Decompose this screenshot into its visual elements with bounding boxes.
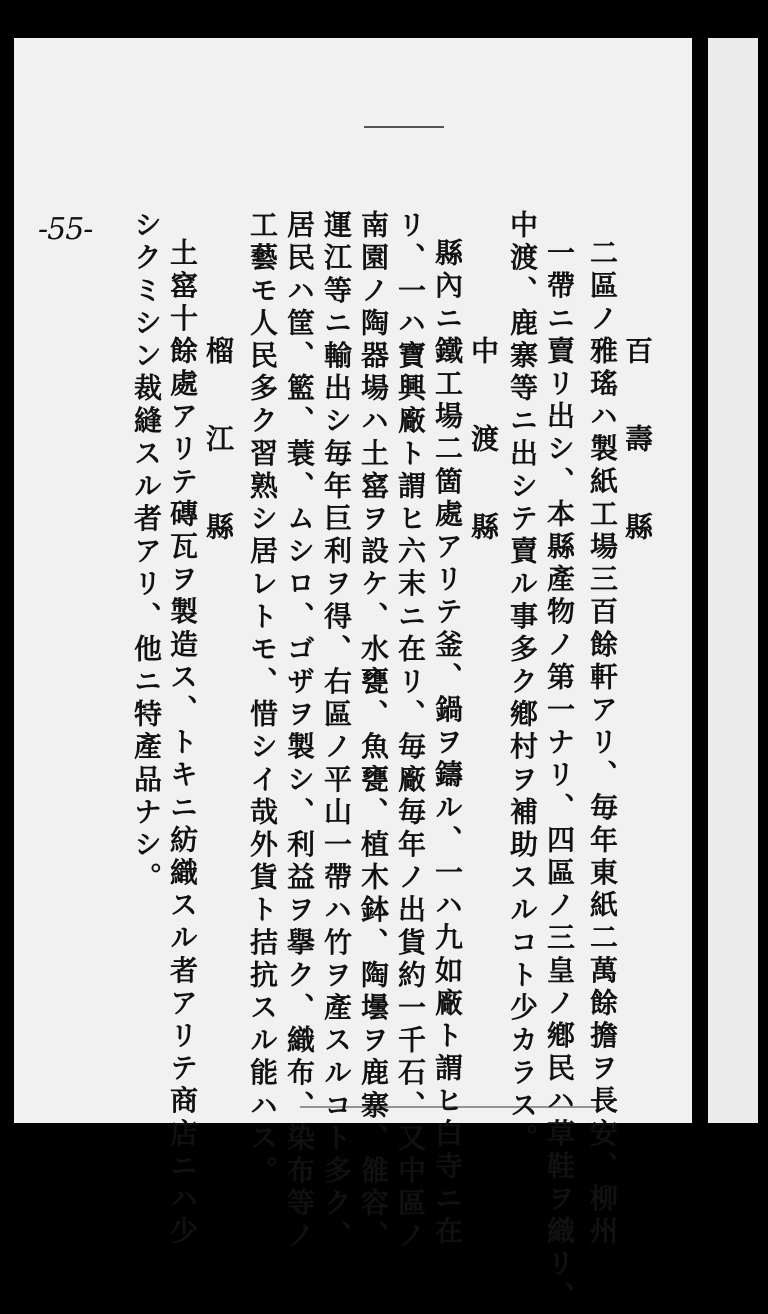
top-dotted-mark [364,126,444,128]
text-column: 中渡、鹿寨等ニ出シテ賣ル事多ク鄕村ヲ補助スルコト少カラス。 [506,210,539,1156]
text-column: リ、一ハ寶興廠ト謂ヒ六末ニ在リ、毎廠毎年ノ出貨約一千石、又中區ノ [394,210,427,1254]
text-column: 一帶ニ賣リ出シ、本縣產物ノ第一ナリ、四區ノ三皇ノ鄕民ハ草鞋ヲ織リ、 [543,238,576,1314]
text-column: 居民ハ筐、籃、蓑、ムシロ、ゴザヲ製シ、利益ヲ擧ク、織布、染布等ノ [283,210,316,1254]
text-column: 工藝モ人民多ク習熟シ居レトモ、惜シイ哉外貨ト拮抗スル能ハス。 [246,210,279,1188]
facing-page-edge [708,38,758,1123]
page-number: -55- [38,212,93,247]
text-column: 南園ノ陶器場ハ土窰ヲ設ケ、水甕、魚甕、植木鉢、陶壜ヲ鹿寨、雒容、 [357,210,390,1254]
section-heading: 榴 江 縣 [202,336,235,556]
text-column: 運江等ニ輸出シ毎年巨利ヲ得、右區ノ平山一帶ハ竹ヲ產スルコト多ク、 [320,210,353,1254]
section-heading: 中 渡 縣 [467,336,500,556]
text-column: 二區ノ雅瑤ハ製紙工場三百餘軒アリ、毎年東紙二萬餘擔ヲ長安、柳州 [586,238,619,1249]
section-heading: 百 壽 縣 [621,336,654,556]
text-column: 縣內ニ鐵工場二箇處アリテ釜、鍋ヲ鑄ル、一ハ九如廠ト謂ヒ白寺ニ在 [431,238,464,1249]
text-column: シクミシン裁縫スル者アリ、他ニ特產品ナシ。 [130,210,163,895]
text-column: 土窰十餘處アリテ磚瓦ヲ製造ス、トキニ紡織スル者アリテ商店ニハ少 [166,238,199,1249]
